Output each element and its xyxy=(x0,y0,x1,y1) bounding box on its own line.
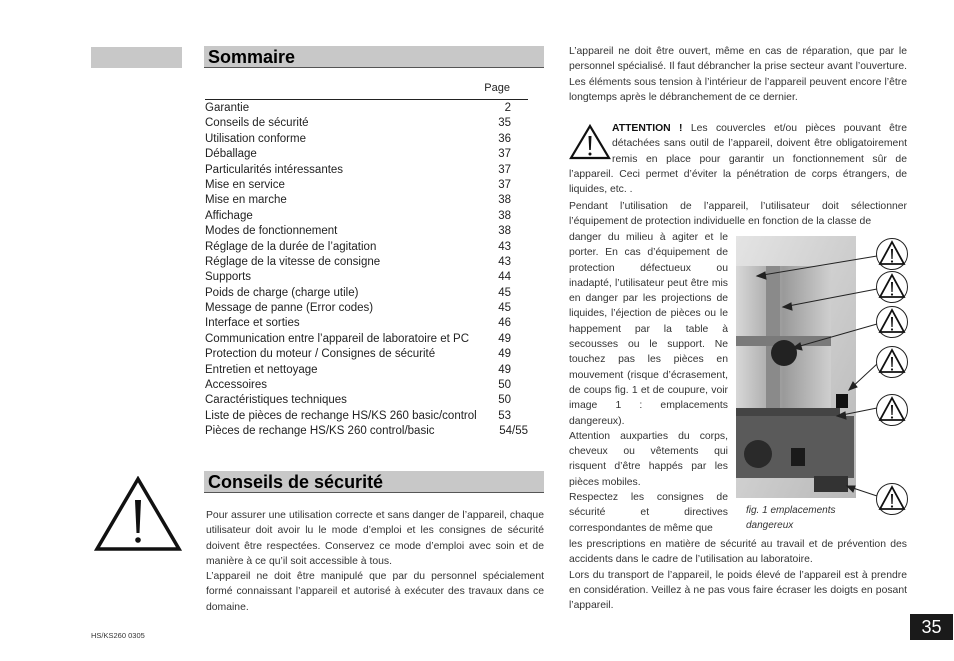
toc-entry-label: Protection du moteur / Consignes de sécurité xyxy=(205,348,436,361)
toc-entry-page: 44 xyxy=(498,271,511,284)
toc-entry-page: 2 xyxy=(504,102,511,114)
safety-heading-bar xyxy=(204,471,544,493)
safety-paragraph-1: Pour assurer une utilisation correcte et sans danger de l’appareil, chaque utilisateur doit avoir lu le mode d’emploi et les consignes de sécurité doivent être respectées. Conservez ce mode d’emploi avec soin et de manière à ce qu’il soit accessible à tous. xyxy=(206,510,544,567)
hazard-warning-icon xyxy=(875,345,909,379)
attention-label: ATTENTION ! xyxy=(612,123,683,134)
toc-heading-bar xyxy=(204,46,544,68)
toc-entry xyxy=(205,424,528,439)
safety-paragraph-2: L’appareil ne doit être manipulé que par du personnel spécialement formé connaissant l’appareil et autorisé à exécuter des travaux dans ce domaine. xyxy=(206,571,544,613)
right-narrow-column xyxy=(569,230,728,536)
toc-entry-page: 37 xyxy=(498,178,511,191)
safety-heading: Conseils de sécurité xyxy=(208,472,384,492)
toc-entry-page: 45 xyxy=(498,286,511,299)
toc-entry-page: 36 xyxy=(498,132,511,145)
toc-entry-page: 43 xyxy=(498,240,511,253)
toc-entry-label: Mise en marche xyxy=(205,194,287,207)
table-of-contents xyxy=(205,82,528,440)
hazard-warning-icon xyxy=(875,305,909,339)
toc-entry-label: Accessoires xyxy=(205,379,267,392)
toc-entry-page: 54/55 xyxy=(499,425,528,438)
right-paragraph-2b: danger du milieu à agiter et le porter. En cas d’équipement de protection défectueux ou inadapté, l’utilisateur peut être mis en danger par les projections de liquides, l’éjection de pièces ou le happement par la table à secousses ou le support. Ne touchez pas les pièces en mouvement (risque d’écrasement, de coups fig. 1 et de coupure, voir image 1 : emplacements dangereux). xyxy=(569,232,728,427)
toc-entry-label: Mise en service xyxy=(205,178,285,191)
toc-entry-label: Supports xyxy=(205,271,252,284)
toc-entry-label: Message de panne (Error codes) xyxy=(205,302,374,315)
toc-entry-page: 37 xyxy=(498,163,511,176)
toc-entry-label: Affichage xyxy=(205,209,253,222)
attention-text: Les couvercles et/ou pièces pouvant être détachées sans outil de l’appareil, doivent être obligatoirement remis en place pour garantir un fonctionnement sûr de l’appareil. Ceci permet d’éviter la pénétration de corps étrangers, de liquides, etc. . xyxy=(569,123,908,196)
toc-entry-label: Utilisation conforme xyxy=(205,132,306,145)
toc-entry-label: Poids de charge (charge utile) xyxy=(205,286,359,299)
right-paragraph-1: L’appareil ne doit être ouvert, même en cas de réparation, que par le personnel spécialisé. Il faut débrancher la prise secteur avant l’ouverture. Les éléments sous tension à l’intérieur de l’appareil peuvent encore l’être longtemps après le débranchement de ce dernier. xyxy=(569,46,907,103)
toc-entry xyxy=(205,332,528,347)
toc-entry xyxy=(205,270,528,285)
toc-rule xyxy=(205,99,528,100)
right-paragraph-2a: Pendant l’utilisation de l’appareil, l’utilisateur doit sélectionner l’équipement de protection individuelle en fonction de la classe de xyxy=(569,201,907,228)
toc-entry-label: Liste de pièces de rechange HS/KS 260 basic/control xyxy=(205,409,477,422)
safety-text xyxy=(206,508,544,615)
hazard-warning-icon xyxy=(875,270,909,304)
toc-entry-page: 49 xyxy=(498,348,511,361)
toc-entry-label: Conseils de sécurité xyxy=(205,117,309,130)
toc-entry xyxy=(205,347,528,362)
toc-entry-page: 50 xyxy=(498,394,511,407)
toc-entry xyxy=(205,255,528,270)
toc-entry-label: Pièces de rechange HS/KS 260 control/basic xyxy=(205,425,435,438)
toc-entry xyxy=(205,147,528,162)
toc-entry-page: 37 xyxy=(498,148,511,161)
toc-entry xyxy=(205,316,528,331)
right-paragraph-5: Lors du transport de l’appareil, le poids élevé de l’appareil est à prendre en considération. Veillez à ne pas vous faire écraser les doigts en posant l’appareil. xyxy=(569,569,907,612)
toc-entry-label: Réglage de la durée de l’agitation xyxy=(205,240,377,253)
right-bottom-text xyxy=(569,537,907,613)
toc-entry-page: 38 xyxy=(498,209,511,222)
toc-entry xyxy=(205,240,528,255)
toc-entry xyxy=(205,178,528,193)
right-paragraph-4a: Respectez les consignes de sécurité et directives correspondantes de même que xyxy=(569,492,728,534)
hazard-warning-icon xyxy=(875,237,909,271)
toc-entry-page: 45 xyxy=(498,302,511,315)
toc-entry-label: Particularités intéressantes xyxy=(205,163,344,176)
toc-entry-page: 53 xyxy=(498,409,511,422)
toc-entry-label: Déballage xyxy=(205,148,257,161)
toc-entry xyxy=(205,409,528,424)
attention-paragraph xyxy=(569,121,907,197)
right-paragraph-3: Attention auxparties du corps, cheveux ou vêtements qui risquent d’être happés par les pièces mobiles. xyxy=(569,430,728,488)
toc-entry-label: Modes de fonctionnement xyxy=(205,225,338,238)
toc-entry-label: Interface et sorties xyxy=(205,317,300,330)
hazard-warning-icon xyxy=(875,482,909,516)
hazard-warning-icon xyxy=(875,393,909,427)
toc-entry-label: Garantie xyxy=(205,102,250,114)
toc-page-header: Page xyxy=(484,82,510,94)
figure-caption: fig. 1 emplacements dangereux xyxy=(746,505,836,531)
toc-entry xyxy=(205,101,528,116)
toc-entry xyxy=(205,286,528,301)
toc-entry-page: 46 xyxy=(498,317,511,330)
toc-entry-page: 50 xyxy=(498,379,511,392)
toc-entry-page: 49 xyxy=(498,363,511,376)
toc-entry-label: Entretien et nettoyage xyxy=(205,363,318,376)
toc-entry-page: 38 xyxy=(498,194,511,207)
toc-entry xyxy=(205,116,528,131)
toc-entry xyxy=(205,209,528,224)
callout-arrows xyxy=(735,236,885,506)
toc-entry xyxy=(205,363,528,378)
toc-entry xyxy=(205,301,528,316)
toc-entry xyxy=(205,224,528,239)
toc-entry xyxy=(205,393,528,408)
toc-entry-page: 38 xyxy=(498,225,511,238)
toc-heading: Sommaire xyxy=(208,47,296,67)
toc-entry-page: 35 xyxy=(498,117,511,130)
header-gray-tab xyxy=(91,47,182,68)
toc-entry xyxy=(205,163,528,178)
toc-entry xyxy=(205,378,528,393)
toc-entry-label: Communication entre l’appareil de laboratoire et PC xyxy=(205,332,470,345)
right-paragraph-4b: les prescriptions en matière de sécurité au travail et de prévention des accidents dans le cadre de l’utilisation au laboratoire. xyxy=(569,539,907,566)
toc-entry xyxy=(205,193,528,208)
toc-entry-label: Caractéristiques techniques xyxy=(205,394,347,407)
toc-entry xyxy=(205,132,528,147)
large-warning-icon xyxy=(94,476,182,552)
toc-entry-page: 49 xyxy=(498,332,511,345)
toc-entry-page: 43 xyxy=(498,255,511,268)
toc-entry-label: Réglage de la vitesse de consigne xyxy=(205,255,381,268)
page-number: 35 xyxy=(910,614,953,640)
document-code: HS/KS260 0305 xyxy=(91,631,145,640)
